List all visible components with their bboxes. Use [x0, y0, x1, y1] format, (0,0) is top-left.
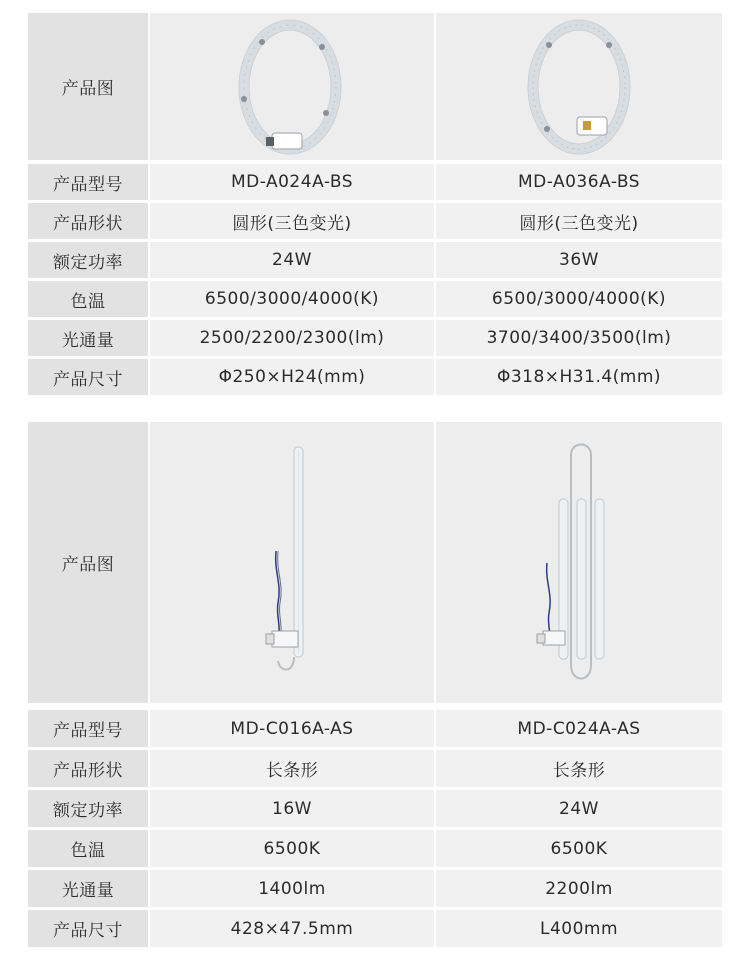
image-row	[28, 13, 722, 160]
row-label-size: 产品尺寸	[28, 359, 148, 395]
power-value: 16W	[150, 790, 434, 827]
strip-led-module-icon	[232, 433, 352, 693]
color-temp-row	[28, 281, 722, 317]
color-temp-value: 6500K	[436, 830, 722, 867]
shape-value: 长条形	[150, 750, 434, 787]
model-value: MD-C024A-AS	[436, 710, 722, 747]
row-label-color-temp: 色温	[28, 830, 148, 867]
size-value: 428×47.5mm	[150, 910, 434, 947]
flux-row	[28, 870, 722, 907]
row-label-size: 产品尺寸	[28, 910, 148, 947]
row-label-power: 额定功率	[28, 242, 148, 278]
flux-value: 3700/3400/3500(lm)	[436, 320, 722, 356]
color-temp-value: 6500/3000/4000(K)	[150, 281, 434, 317]
product-image-cell	[150, 13, 434, 160]
row-label-flux: 光通量	[28, 320, 148, 356]
model-value: MD-A036A-BS	[436, 164, 722, 200]
power-row	[28, 242, 722, 278]
ring-led-module-icon	[222, 17, 362, 157]
power-value: 24W	[436, 790, 722, 827]
flux-row	[28, 320, 722, 356]
size-value: Φ318×H31.4(mm)	[436, 359, 722, 395]
model-row	[28, 164, 722, 200]
row-label-image: 产品图	[28, 13, 148, 160]
row-label-flux: 光通量	[28, 870, 148, 907]
spec-table-ring	[28, 13, 722, 398]
shape-row	[28, 750, 722, 787]
u-strip-led-module-icon	[519, 433, 639, 693]
color-temp-value: 6500/3000/4000(K)	[436, 281, 722, 317]
row-label-power: 额定功率	[28, 790, 148, 827]
product-image-cell	[436, 422, 722, 703]
size-row	[28, 910, 722, 947]
flux-value: 2200lm	[436, 870, 722, 907]
shape-value: 长条形	[436, 750, 722, 787]
power-row	[28, 790, 722, 827]
row-label-image: 产品图	[28, 422, 148, 703]
image-row	[28, 422, 722, 703]
product-image-cell	[150, 422, 434, 703]
row-label-color-temp: 色温	[28, 281, 148, 317]
size-row	[28, 359, 722, 395]
power-value: 24W	[150, 242, 434, 278]
shape-row	[28, 203, 722, 239]
shape-value: 圆形(三色变光)	[436, 203, 722, 239]
power-value: 36W	[436, 242, 722, 278]
flux-value: 2500/2200/2300(lm)	[150, 320, 434, 356]
model-value: MD-C016A-AS	[150, 710, 434, 747]
color-temp-value: 6500K	[150, 830, 434, 867]
row-label-shape: 产品形状	[28, 750, 148, 787]
shape-value: 圆形(三色变光)	[150, 203, 434, 239]
model-row	[28, 710, 722, 747]
color-temp-row	[28, 830, 722, 867]
model-value: MD-A024A-BS	[150, 164, 434, 200]
row-label-model: 产品型号	[28, 164, 148, 200]
spec-table-strip	[28, 422, 722, 950]
row-label-model: 产品型号	[28, 710, 148, 747]
flux-value: 1400lm	[150, 870, 434, 907]
row-label-shape: 产品形状	[28, 203, 148, 239]
ring-led-module-icon	[509, 17, 649, 157]
size-value: Φ250×H24(mm)	[150, 359, 434, 395]
size-value: L400mm	[436, 910, 722, 947]
product-image-cell	[436, 13, 722, 160]
